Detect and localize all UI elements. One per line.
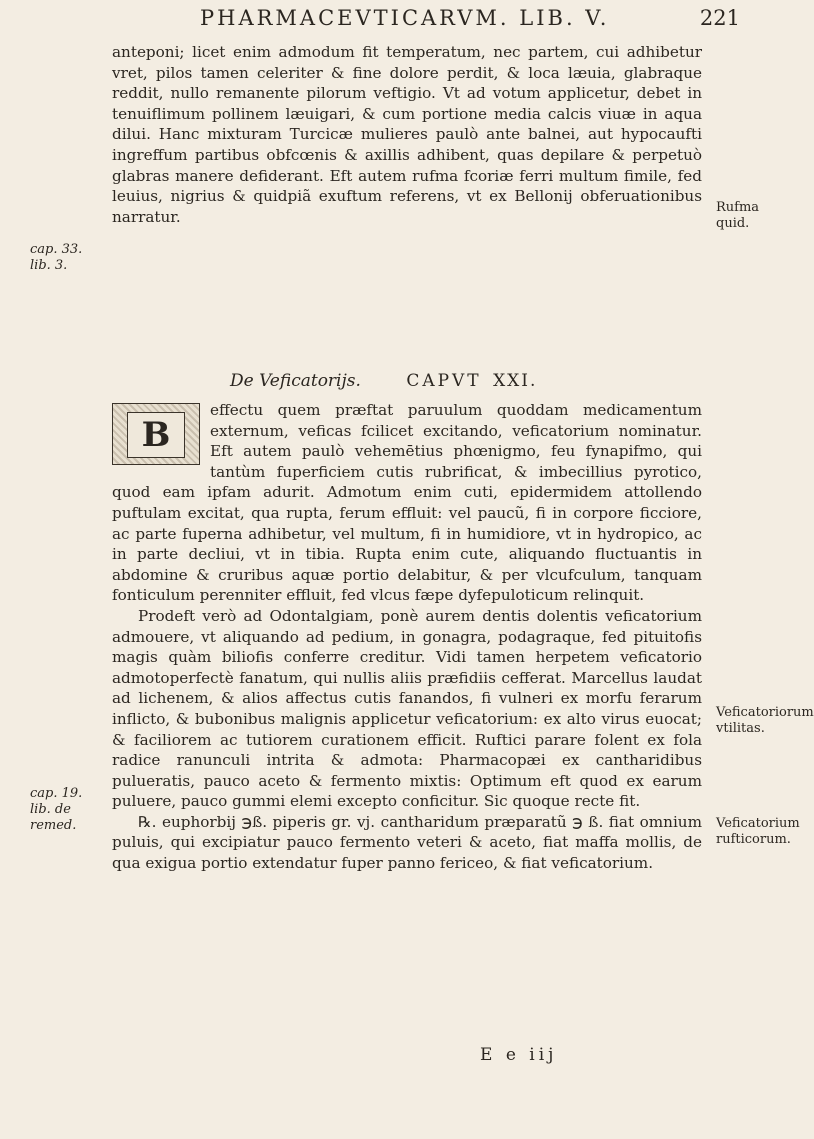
chapter-caput: CAPVT: [406, 371, 482, 391]
initial-letter: B: [127, 412, 185, 458]
margin-note-left-1: cap. 33. lib. 3.: [30, 242, 83, 273]
margin-note-right-1: Rufma quid.: [716, 200, 760, 231]
chapter-title: De Veficatorijs.: [230, 371, 361, 391]
text-block-main: [112, 400, 702, 874]
margin-note-left-2: cap. 19. lib. de remed.: [30, 786, 83, 833]
paragraph-rusma: anteponi; licet enim admodum fit temperatum, nec partem, cui adhibetur vret, pilos tamen celeriter & fine dolore perdit, & loca læuia, glabraque reddit, nullo remanente pilorum veftigio. Vt ad votum applicetur, debet in tenuiflimum pollinem læuigari, & cum portione media calcis viuæ in aqua dilui. Hanc mixturam Turcicæ mulieres paulò ante balnei, aut hypocaufti ingreffum partibus obfcœnis & axillis adhibent, quas depilare & perpetuò glabras manere defiderant. Eft autem rufma fcoriæ ferri multum fimile, fed leuius, nigrius & quidpiã exuftum referens, vt ex Bellonij obferuationibus narratur.: [112, 43, 702, 226]
margin-note-right-2: Veficatoriorum vtilitas.: [716, 705, 814, 736]
chapter-number: XXI.: [493, 371, 538, 391]
decorated-initial: [112, 403, 200, 465]
running-head-title: PHARMACEVTICARVM. LIB. V.: [200, 6, 610, 30]
paragraph-vesicatory-uses: Prodeft verò ad Odontalgiam, ponè aurem dentis dolentis veficatorium admouere, vt aliquando ad pedium, in gonagra, podagraque, fed pituitofis magis quàm biliofis conferre creditur. Vidi tamen herpetem veficatorio admotoperfectè fanatum, qui nullis aliis præfidiis cefferat. Marcellus laudat ad lichenem, & alios affectus cutis fanandos, fi vulneri ex morfu ferarum inflicto, & bubonibus malignis applicetur veficatorium: ex alto virus euocat; & faciliorem ac tutiorem curationem efficit. Ruftici parare folent ex fola radice ranunculi intrita & admota: Pharmacopæi ex cantharidibus pulueratis, pauco aceto & fermento mixtis: Optimum eft quod ex earum puluere, pauco gummi elemi excepto conficitur. Sic quoque recte fit.: [112, 606, 702, 811]
running-head: [200, 6, 740, 30]
signature-mark: E e iij: [480, 1045, 558, 1065]
chapter-heading: [230, 371, 710, 391]
page-number: 221: [699, 6, 740, 30]
margin-note-right-3: Veficatorium rufticorum.: [716, 816, 800, 847]
text-block-top: [112, 42, 702, 227]
paragraph-recipe: ℞. euphorbij ℈ß. piperis gr. vj. cantharidum præparatũ ℈ ß. fiat omnium puluis, qui excipiatur pauco fermento veteri & aceto, fiat maffa mollis, de qua exigua portio extendatur fuper panno fericeo, & fiat veficatorium.: [112, 812, 702, 873]
paragraph-vesicatory-definition: effectu quem præftat paruulum quoddam medicamentum externum, veficas fcilicet excitando, veficatorium nominatur. Eft autem paulò vehemētius phœnigmo, feu fynapifmo, qui tantùm fuperficiem cutis rubrificat, & imbecillius pyrotico, quod eam ipfam adurit. Admotum enim cuti, epidermidem attollendo puftulam excitat, qua rupta, ferum effluit: vel paucũ, fi in corpore ficciore, ac parte fuperna adhibetur, vel multum, fi in humidiore, vt in hydropico, ac in parte decliui, vt in tibia. Rupta enim cute, aliquando fluctuantis in abdomine & cruribus aquæ portio delabitur, & per vlcufculum, tanquam fonticulum perenniter effluit, fed vlcus fæpe dyfepuloticum relinquit.: [112, 401, 702, 605]
